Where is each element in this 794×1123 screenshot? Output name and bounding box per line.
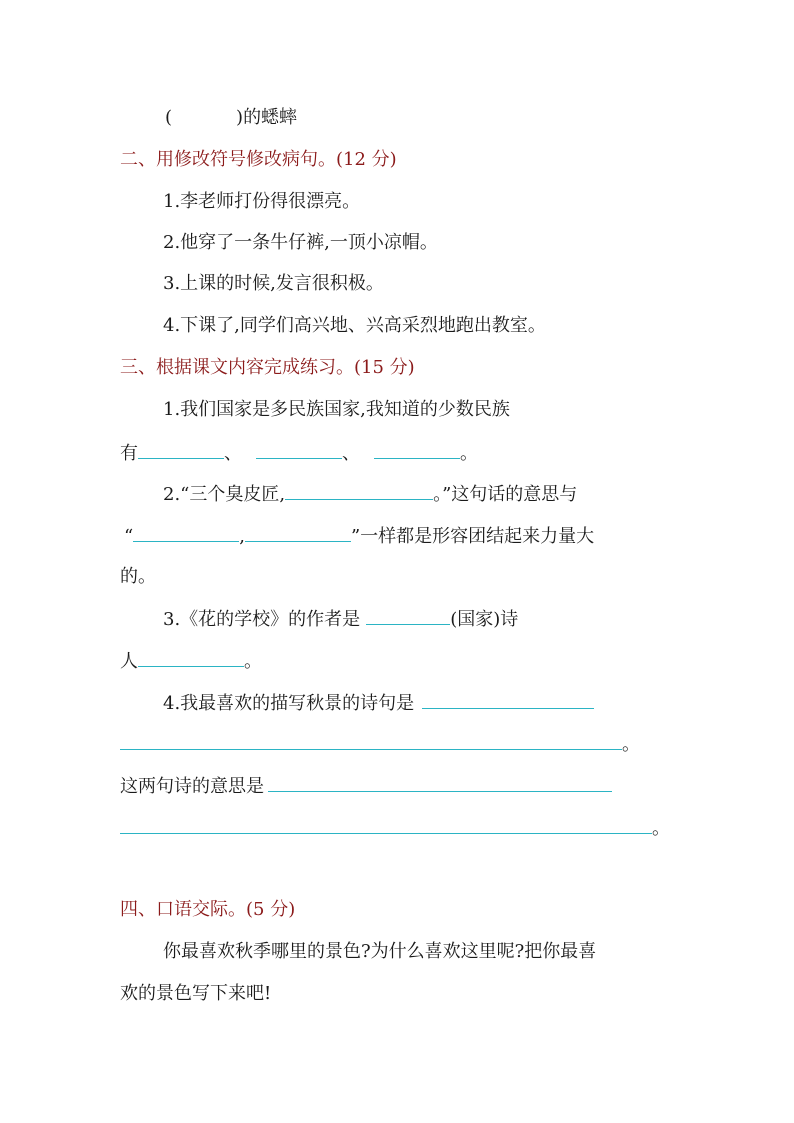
answer-blank[interactable] <box>366 606 450 625</box>
answer-blank[interactable] <box>133 523 239 542</box>
section-3-q1-line2: 有 、 、 。 <box>120 440 478 466</box>
answer-blank[interactable] <box>256 440 342 459</box>
section-3-q2-line2: “ , ”一样都是形容团结起来力量大 <box>124 523 594 549</box>
answer-blank[interactable] <box>268 773 612 792</box>
section-3-q3-line1: 3.《花的学校》的作者是 (国家)诗 <box>163 606 518 632</box>
section-4-heading: 四、口语交际。(5 分) <box>120 899 296 920</box>
answer-blank[interactable] <box>120 731 622 750</box>
section-3-heading: 三、根据课文内容完成练习。(15 分) <box>120 357 415 378</box>
section-2-item-2: 2.他穿了一条牛仔裤,一顶小凉帽。 <box>163 232 438 253</box>
section-3-q3-line2: 人 。 <box>120 648 262 674</box>
section-2-heading: 二、用修改符号修改病句。(12 分) <box>120 149 397 170</box>
section-3-q4-line4: 。 <box>120 815 670 841</box>
section-3-q4-line1: 4.我最喜欢的描写秋景的诗句是 <box>163 690 594 716</box>
answer-blank[interactable] <box>422 690 594 709</box>
carry-over-line: ( )的蟋蟀 <box>165 107 298 128</box>
section-4-line1: 你最喜欢秋季哪里的景色?为什么喜欢这里呢?把你最喜 <box>163 941 597 962</box>
answer-blank[interactable] <box>138 440 224 459</box>
section-4-line2: 欢的景色写下来吧! <box>120 983 272 1004</box>
section-3-q1-line1: 1.我们国家是多民族国家,我知道的少数民族 <box>163 399 510 420</box>
answer-blank[interactable] <box>374 440 460 459</box>
section-3-q4-line2: 。 <box>120 731 640 757</box>
section-2-item-4: 4.下课了,同学们高兴地、兴高采烈地跑出教室。 <box>163 315 546 336</box>
answer-blank[interactable] <box>120 815 652 834</box>
section-2-item-3: 3.上课的时候,发言很积极。 <box>163 273 384 294</box>
section-3-q4-line3: 这两句诗的意思是 <box>120 773 612 799</box>
answer-blank[interactable] <box>138 648 244 667</box>
section-2-item-1: 1.李老师打份得很漂亮。 <box>163 191 361 212</box>
section-3-q2-line1: 2.“三个臭皮匠, 。”这句话的意思与 <box>163 481 577 507</box>
answer-blank[interactable] <box>285 481 433 500</box>
section-3-q2-line3: 的。 <box>120 566 156 587</box>
answer-blank[interactable] <box>245 523 351 542</box>
